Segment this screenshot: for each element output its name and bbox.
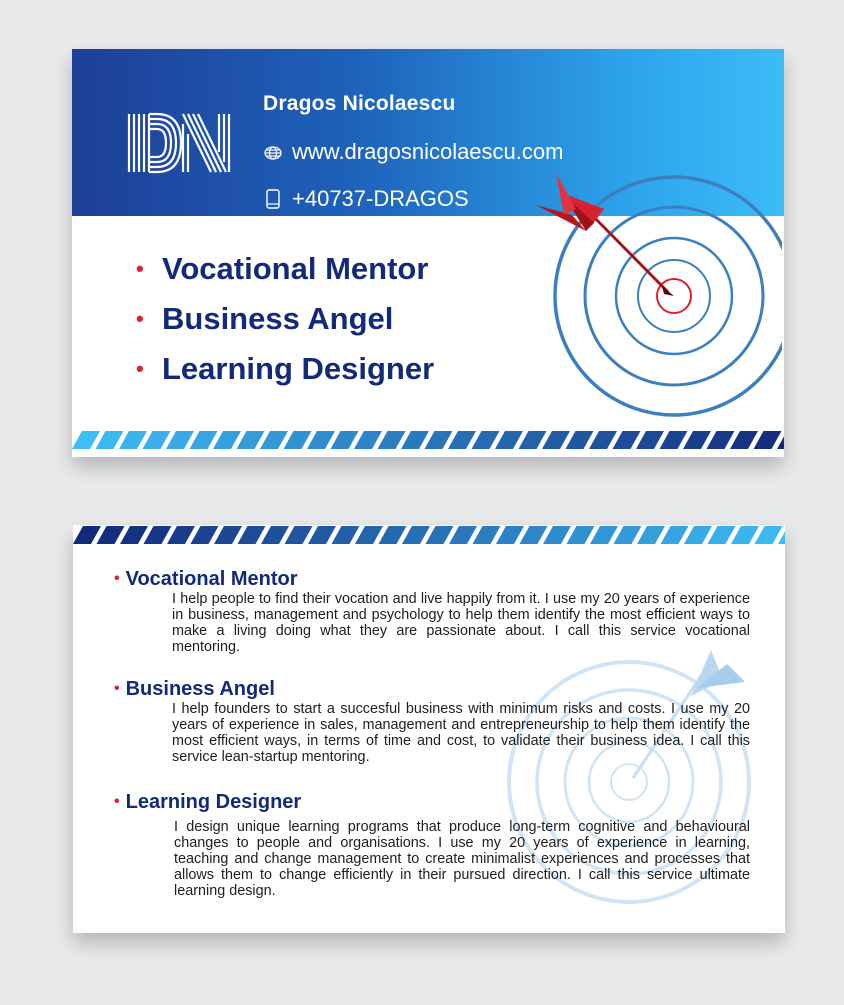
stripe (661, 526, 689, 544)
stripe (378, 431, 406, 449)
stripe (731, 526, 759, 544)
section-title (114, 677, 750, 701)
stripe (637, 526, 665, 544)
service-section (114, 790, 750, 899)
service-label: Vocational Mentor (162, 251, 429, 286)
stripe (119, 431, 147, 449)
stripe (683, 431, 711, 449)
stripe (331, 431, 359, 449)
website-row[interactable] (263, 139, 563, 165)
stripe (379, 526, 407, 544)
stripe (285, 526, 313, 544)
stripe (707, 431, 735, 449)
globe-icon (263, 142, 283, 162)
stripe (214, 526, 242, 544)
service-label: Learning Designer (162, 351, 435, 386)
stripe (213, 431, 241, 449)
stripe (426, 526, 454, 544)
stripe (449, 526, 477, 544)
section-description: I help people to find their vocation and live happily from it. I use my 20 years of experience in business, management and psychology to help them identify the most efficient ways to make a living doing what they are passionate about. I call this service vocational mentoring. (172, 591, 750, 655)
stripe (567, 526, 595, 544)
stripe (614, 526, 642, 544)
section-description: I design unique learning programs that produce long-term cognitive and behavioural changes to people and organisations. I use my 20 years of experience in learning, teaching and change management to create minimalist experiences and processes that allows them to change efficiently in their pursued direction. I call this service ultimate learning design. (174, 819, 750, 899)
stripe (191, 526, 219, 544)
bullet: • (136, 356, 144, 381)
phone-row[interactable] (263, 186, 469, 212)
stripe (590, 526, 618, 544)
stripe (261, 526, 289, 544)
business-card-back (73, 525, 785, 933)
stripe (660, 431, 688, 449)
stripe (97, 526, 125, 544)
stripe (308, 526, 336, 544)
section-title-text: Learning Designer (125, 790, 302, 813)
stripe-band (72, 431, 784, 449)
stripe (237, 431, 265, 449)
stripe (260, 431, 288, 449)
stripe (166, 431, 194, 449)
stripe (730, 431, 758, 449)
stripe (543, 526, 571, 544)
stripe (284, 431, 312, 449)
section-title (114, 567, 750, 591)
bullet: • (114, 570, 120, 587)
service-section (114, 677, 750, 765)
stripe (425, 431, 453, 449)
stripe (144, 526, 172, 544)
stripe (519, 431, 547, 449)
list-item (136, 244, 434, 294)
stripe (402, 526, 430, 544)
phone-number[interactable]: +40737-DRAGOS (292, 186, 469, 211)
bullet: • (136, 306, 144, 331)
stripe-band (73, 526, 785, 544)
stripe (96, 431, 124, 449)
stripe (496, 526, 524, 544)
list-item (136, 344, 434, 394)
section-description: I help founders to start a succesful business with minimum risks and costs. I use my 20 years of experience in sales, management and entrepreneurship to help them identify the most efficient ways, in terms of time and cost, to validate their business idea. I call this service lean-startup mentoring. (172, 701, 750, 765)
list-item (136, 294, 434, 344)
stripe (448, 431, 476, 449)
owner-name: Dragos Nicolaescu (263, 92, 456, 115)
stripe (566, 431, 594, 449)
stripe (542, 431, 570, 449)
section-title-text: Business Angel (125, 677, 275, 700)
stripe (120, 526, 148, 544)
stripe (755, 526, 783, 544)
service-label: Business Angel (162, 301, 394, 336)
section-title (114, 790, 750, 814)
stripe (307, 431, 335, 449)
service-section (114, 567, 750, 655)
stripe (355, 526, 383, 544)
dart-target-icon (502, 169, 782, 417)
bullet: • (114, 793, 120, 810)
stripe (708, 526, 736, 544)
stripe (473, 526, 501, 544)
stripe (613, 431, 641, 449)
bullet: • (114, 680, 120, 697)
website-link[interactable]: www.dragosnicolaescu.com (292, 139, 564, 164)
stripe (636, 431, 664, 449)
stripe (72, 431, 100, 449)
section-title-text: Vocational Mentor (125, 567, 298, 590)
business-card-front (72, 49, 784, 457)
stripe (495, 431, 523, 449)
stripe (401, 431, 429, 449)
stripe (73, 526, 101, 544)
stripe (684, 526, 712, 544)
stripe (190, 431, 218, 449)
stripe (167, 526, 195, 544)
stripe (472, 431, 500, 449)
stripe (589, 431, 617, 449)
mobile-phone-icon (263, 189, 283, 209)
stripe (332, 526, 360, 544)
stripe (354, 431, 382, 449)
dn-logo (127, 112, 233, 174)
services-list (136, 244, 434, 394)
stripe (754, 431, 782, 449)
stripe (520, 526, 548, 544)
stripe (143, 431, 171, 449)
bullet: • (136, 256, 144, 281)
stripe (238, 526, 266, 544)
